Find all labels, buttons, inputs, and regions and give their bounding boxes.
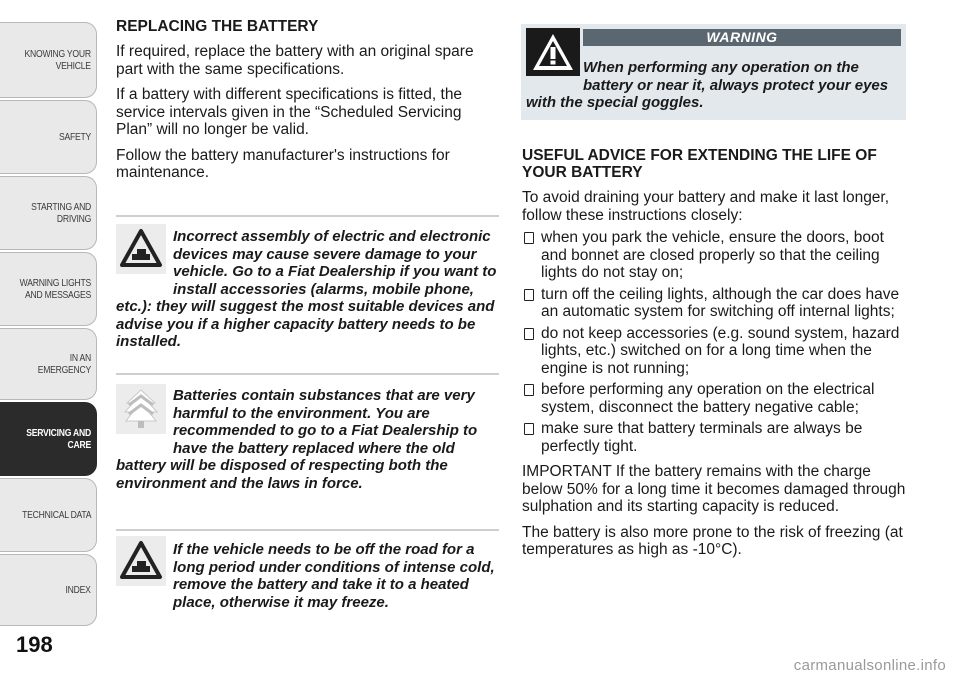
tab-knowing-your-vehicle[interactable] bbox=[0, 22, 97, 98]
checkbox-bullet-icon bbox=[524, 328, 534, 340]
advice-list bbox=[522, 229, 910, 455]
freeze-note: If the vehicle needs to be off the road for a long period under conditions of intense cold, remove the battery and take it to a heated place, otherwise it may freeze. bbox=[173, 541, 495, 611]
tab-label: SAFETY bbox=[58, 131, 91, 143]
checkbox-bullet-icon bbox=[524, 384, 534, 396]
tab-label: SERVICING AND CARE bbox=[26, 427, 91, 451]
list-item: do not keep accessories (e.g. sound system, hazard lights, etc.) switched on for a long time when the engine is not running; bbox=[522, 325, 910, 378]
section-heading: USEFUL ADVICE FOR EXTENDING THE LIFE OF YOUR BATTERY bbox=[522, 147, 877, 181]
checkbox-bullet-icon bbox=[524, 423, 534, 435]
tab-label: KNOWING YOUR VEHICLE bbox=[24, 48, 91, 72]
tab-label: STARTING AND DRIVING bbox=[31, 201, 91, 225]
divider bbox=[116, 215, 499, 217]
caution-note: Incorrect assembly of electric and electronic devices may cause severe damage to your vehicle. Go to a Fiat Dealership if you want to install accessories (alarms, mobile phone, etc.): they will suggest the most suitable devices and advise you if a higher capacity battery needs to be installed. bbox=[116, 228, 497, 350]
paragraph: If a battery with different specifications is fitted, the service intervals given in the “Scheduled Servicing Plan” will no longer be valid. bbox=[116, 86, 463, 138]
right-column bbox=[522, 147, 910, 559]
tab-in-an-emergency[interactable] bbox=[0, 328, 97, 400]
tab-servicing-and-care[interactable] bbox=[0, 402, 97, 476]
page-number: 198 bbox=[16, 632, 53, 657]
checkbox-bullet-icon bbox=[524, 232, 534, 244]
environment-note: Batteries contain substances that are very harmful to the environment. You are recommended to go to a Fiat Dealership to have the battery replaced where the old battery will be disposed of respecting both the environment and the laws in force. bbox=[116, 387, 478, 492]
list-item: turn off the ceiling lights, although the car does have an automatic system for switching off internal lights; bbox=[522, 286, 910, 321]
tab-label: IN AN EMERGENCY bbox=[37, 352, 91, 376]
tab-safety[interactable] bbox=[0, 100, 97, 174]
warning-title: WARNING bbox=[583, 29, 901, 46]
tab-label: WARNING LIGHTS AND MESSAGES bbox=[19, 277, 91, 301]
tab-starting-and-driving[interactable] bbox=[0, 176, 97, 250]
list-item: make sure that battery terminals are always be perfectly tight. bbox=[522, 420, 910, 455]
warning-text: When performing any operation on the battery or near it, always protect your eyes with the special goggles. bbox=[526, 59, 889, 111]
divider bbox=[116, 529, 499, 531]
tab-label: INDEX bbox=[65, 584, 91, 596]
list-item: before performing any operation on the electrical system, disconnect the battery negative cable; bbox=[522, 381, 910, 416]
paragraph: IMPORTANT If the battery remains with the charge below 50% for a long time it becomes damaged through sulphation and its starting capacity is reduced. bbox=[522, 463, 906, 515]
checkbox-bullet-icon bbox=[524, 289, 534, 301]
list-item: when you park the vehicle, ensure the doors, boot and bonnet are closed properly so that the ceiling lights do not stay on; bbox=[522, 229, 910, 282]
tab-technical-data[interactable] bbox=[0, 478, 97, 552]
divider bbox=[116, 373, 499, 375]
tab-label: TECHNICAL DATA bbox=[21, 509, 91, 521]
left-column bbox=[116, 18, 496, 182]
tab-warning-lights[interactable] bbox=[0, 252, 97, 326]
paragraph: To avoid draining your battery and make it last longer, follow these instructions closely: bbox=[522, 189, 890, 224]
tab-index[interactable] bbox=[0, 554, 97, 626]
paragraph: Follow the battery manufacturer's instructions for maintenance. bbox=[116, 146, 450, 181]
section-heading: REPLACING THE BATTERY bbox=[116, 18, 319, 35]
paragraph: If required, replace the battery with an original spare part with the same specifications. bbox=[116, 43, 474, 78]
paragraph: The battery is also more prone to the risk of freezing (at temperatures as high as -10°C). bbox=[522, 523, 903, 558]
watermark: carmanualsonline.info bbox=[793, 657, 946, 674]
